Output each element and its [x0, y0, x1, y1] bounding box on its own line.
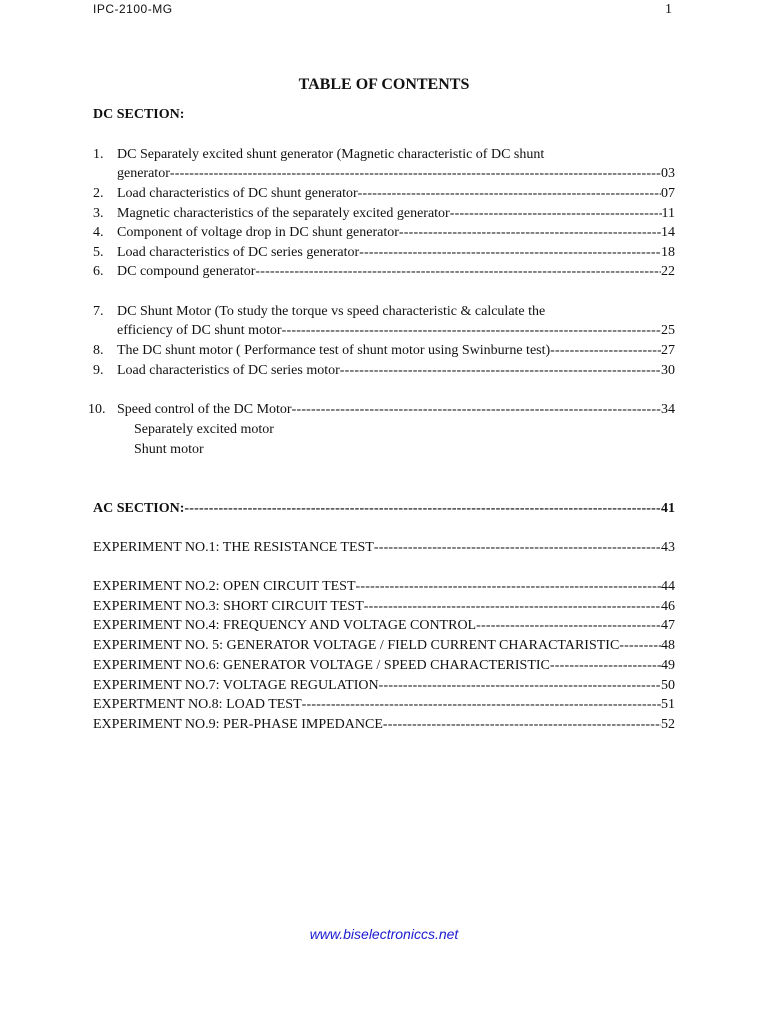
- entry-page: 47: [661, 618, 675, 633]
- entry-page: 46: [661, 599, 675, 614]
- entry-title: EXPERIMENT NO.9: PER-PHASE IMPEDANCE: [93, 717, 383, 732]
- entry-title: Speed control of the DC Motor: [117, 402, 292, 417]
- entry-title: DC compound generator: [117, 264, 256, 279]
- toc-subentry-shunt-motor[interactable]: Shunt motor: [134, 442, 204, 457]
- dot-leader: [184, 501, 661, 517]
- dot-leader: [379, 678, 661, 694]
- entry-page: 49: [661, 658, 675, 673]
- entry-page: 03: [661, 166, 675, 181]
- entry-number: 1.: [93, 147, 104, 162]
- toc-entry-10[interactable]: [88, 402, 675, 422]
- toc-entry-1-line2[interactable]: [93, 166, 675, 186]
- entry-title: DC Shunt Motor (To study the torque vs speed characteristic & calculate the: [117, 304, 546, 319]
- dot-leader: [619, 638, 661, 654]
- entry-number: 3.: [93, 206, 104, 221]
- entry-number: 6.: [93, 264, 104, 279]
- page-title: TABLE OF CONTENTS: [298, 76, 470, 93]
- entry-title: EXPERIMENT NO.2: OPEN CIRCUIT TEST: [93, 579, 356, 594]
- entry-page: 48: [661, 638, 675, 653]
- toc-experiment-1[interactable]: [93, 540, 675, 560]
- dot-leader: [282, 323, 661, 339]
- dot-leader: [255, 264, 661, 280]
- toc-experiment-2[interactable]: [93, 579, 675, 599]
- toc-experiment-7[interactable]: [93, 678, 675, 698]
- entry-page: 34: [661, 402, 675, 417]
- dot-leader: [358, 186, 661, 202]
- entry-title: EXPERIMENT NO.6: GENERATOR VOLTAGE / SPEED CHARACTERISTIC: [93, 658, 550, 673]
- entry-page: 22: [661, 264, 675, 279]
- dot-leader: [550, 658, 661, 674]
- ac-section-label: AC SECTION:: [93, 501, 185, 516]
- dc-section-heading: DC SECTION:: [93, 107, 185, 122]
- entry-title: The DC shunt motor ( Performance test of shunt motor using Swinburne test): [117, 343, 551, 358]
- entry-title: DC Separately excited shunt generator (Magnetic characteristic of DC shunt: [117, 147, 545, 162]
- toc-entry-8[interactable]: [93, 343, 675, 363]
- toc-experiment-4[interactable]: [93, 618, 675, 638]
- dot-leader: [356, 579, 661, 595]
- entry-page: 14: [661, 225, 675, 240]
- entry-title: EXPERIMENT NO.4: FREQUENCY AND VOLTAGE CONTROL: [93, 618, 477, 633]
- entry-page: 30: [661, 363, 675, 378]
- ac-section-heading[interactable]: [93, 501, 675, 521]
- toc-entry-7-line2[interactable]: [93, 323, 675, 343]
- dot-leader: [364, 599, 661, 615]
- entry-page: 43: [661, 540, 675, 555]
- toc-experiment-5[interactable]: [93, 638, 675, 658]
- entry-page: 11: [661, 206, 675, 221]
- entry-title: EXPERIMENT NO.3: SHORT CIRCUIT TEST: [93, 599, 364, 614]
- dot-leader: [359, 245, 661, 261]
- entry-title: generator: [117, 166, 170, 181]
- entry-title: Load characteristics of DC series generator: [117, 245, 360, 260]
- dot-leader: [476, 618, 661, 634]
- dot-leader: [340, 363, 661, 379]
- entry-title: EXPERIMENT NO.1: THE RESISTANCE TEST: [93, 540, 374, 555]
- toc-entry-6[interactable]: [93, 264, 675, 284]
- entry-page: 44: [661, 579, 675, 594]
- entry-page: 52: [661, 717, 675, 732]
- page-number: 1: [665, 2, 672, 17]
- entry-number: 5.: [93, 245, 104, 260]
- entry-title: Load characteristics of DC series motor: [117, 363, 340, 378]
- entry-number: 7.: [93, 304, 104, 319]
- website-link[interactable]: www.biselectroniccs.net: [309, 926, 459, 942]
- toc-subentry-separately-excited[interactable]: Separately excited motor: [134, 422, 274, 437]
- dot-leader: [302, 697, 661, 713]
- entry-title: Load characteristics of DC shunt generator: [117, 186, 358, 201]
- toc-entry-4[interactable]: [93, 225, 675, 245]
- dot-leader: [292, 402, 661, 418]
- toc-entry-3[interactable]: [93, 206, 675, 226]
- dot-leader: [374, 540, 661, 556]
- dot-leader: [170, 166, 661, 182]
- entry-page: 07: [661, 186, 675, 201]
- toc-entry-1-line1[interactable]: [93, 147, 675, 167]
- toc-entry-9[interactable]: [93, 363, 675, 383]
- entry-title: EXPERIMENT NO. 5: GENERATOR VOLTAGE / FIELD CURRENT CHARACTARISTIC: [93, 638, 620, 653]
- entry-number: 10.: [88, 402, 106, 417]
- document-code: IPC-2100-MG: [93, 2, 173, 16]
- entry-page: 25: [661, 323, 675, 338]
- entry-title: Component of voltage drop in DC shunt generator: [117, 225, 399, 240]
- dot-leader: [383, 717, 661, 733]
- entry-number: 9.: [93, 363, 104, 378]
- entry-title: Magnetic characteristics of the separately excited generator: [117, 206, 450, 221]
- entry-page: 51: [661, 697, 675, 712]
- entry-page: 41: [661, 501, 675, 516]
- entry-number: 2.: [93, 186, 104, 201]
- entry-page: 50: [661, 678, 675, 693]
- toc-experiment-8[interactable]: [93, 697, 675, 717]
- entry-title: EXPERTMENT NO.8: LOAD TEST: [93, 697, 302, 712]
- entry-number: 4.: [93, 225, 104, 240]
- entry-page: 27: [661, 343, 675, 358]
- entry-number: 8.: [93, 343, 104, 358]
- toc-entry-2[interactable]: [93, 186, 675, 206]
- toc-entry-7-line1[interactable]: [93, 304, 675, 324]
- toc-experiment-9[interactable]: [93, 717, 675, 737]
- dot-leader: [399, 225, 661, 241]
- toc-experiment-3[interactable]: [93, 599, 675, 619]
- toc-entry-5[interactable]: [93, 245, 675, 265]
- dot-leader: [550, 343, 661, 359]
- entry-title: efficiency of DC shunt motor: [117, 323, 282, 338]
- entry-title: EXPERIMENT NO.7: VOLTAGE REGULATION: [93, 678, 379, 693]
- dot-leader: [450, 206, 662, 222]
- toc-experiment-6[interactable]: [93, 658, 675, 678]
- entry-page: 18: [661, 245, 675, 260]
